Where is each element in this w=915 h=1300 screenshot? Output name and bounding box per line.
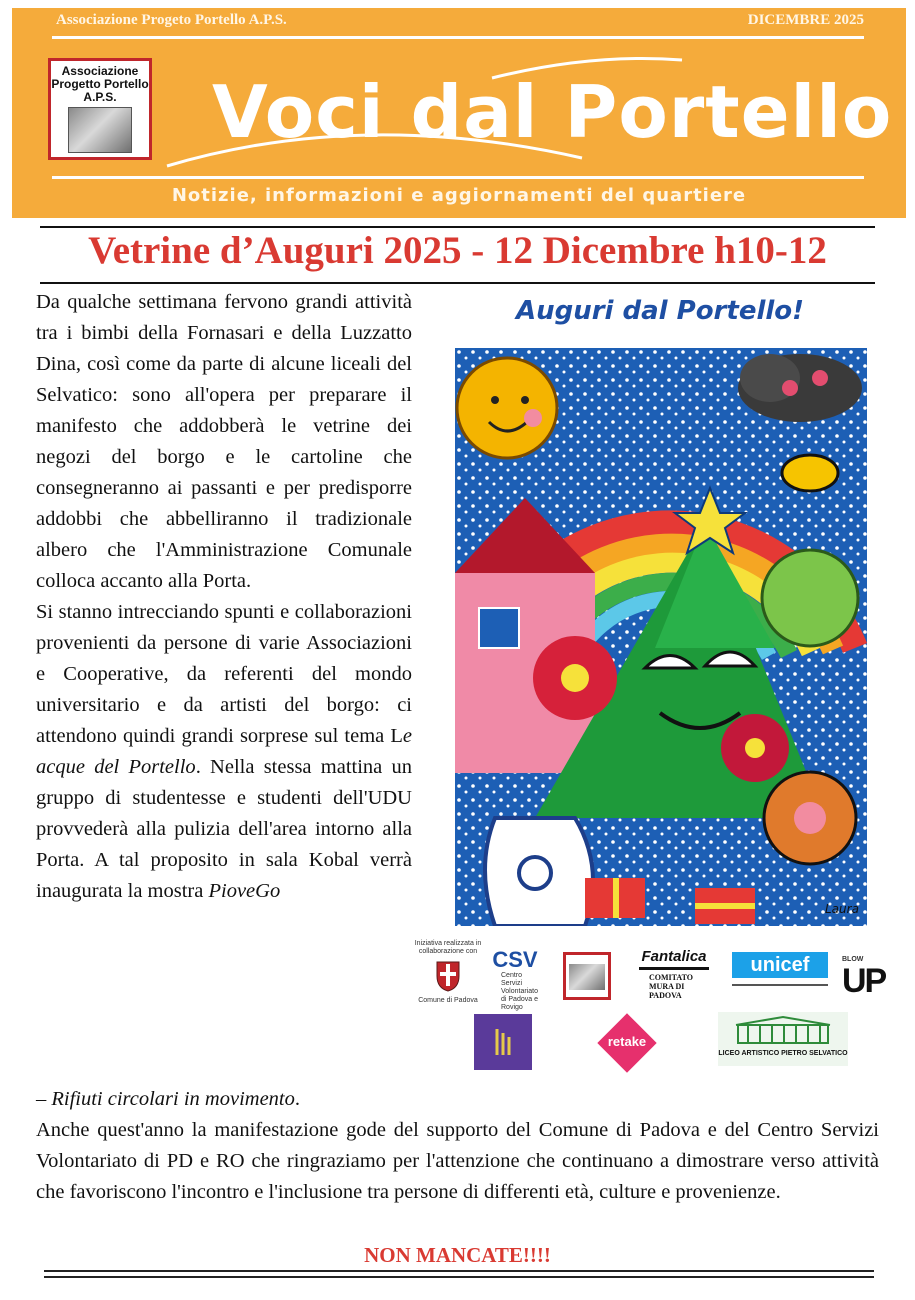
paragraph-2-text-a: Si stanno intrecciando spunti e collaborazioni provenienti da persone di varie Associazioni e Cooperative, da referenti del mondo universitario e da artisti del borgo: ci attendono quindi grandi sorprese sul tema L <box>36 601 412 747</box>
comune-name: Comune di Padova <box>418 997 478 1004</box>
unicef-logo <box>732 952 828 978</box>
header-rule-bottom <box>52 176 864 179</box>
exhibition-title: PioveGo <box>208 880 281 902</box>
christmas-artwork-image <box>455 348 867 926</box>
exhibition-subtitle-line <box>36 1084 300 1115</box>
association-name: Associazione Progeto Portello A.P.S. <box>56 12 287 28</box>
logo-text: Associazione Progetto Portello A.P.S. <box>51 64 149 104</box>
footer-rule-bottom <box>44 1276 874 1278</box>
unicef-subtext <box>732 984 828 1002</box>
closing-call: NON MANCATE!!!! <box>364 1243 551 1267</box>
fantalica-comitato-logos <box>635 948 713 1014</box>
artwork-title: Auguri dal Portello! <box>515 296 804 326</box>
unicef-name: unicef <box>750 954 810 976</box>
purple-association-logo <box>474 1014 532 1070</box>
footer-rule-top <box>44 1270 874 1272</box>
issue-date: DICEMBRE 2025 <box>747 12 864 28</box>
paragraph-3: Anche quest'anno la manifestazione gode del supporto del Comune di Padova e del Centro Servizi Volontariato di PD e RO che ringraziamo per l'attenzione che continuano a dimostrare verso attività che favoriscono l'incontro e l'inclusione tra persone di differenti età, culture e provenienze. <box>36 1119 879 1203</box>
theme-title: e acque del Portello <box>36 725 412 778</box>
exhibition-subtitle-end: . <box>294 1088 300 1110</box>
newsletter-subtitle: Notizie, informazioni e aggiornamenti del quartiere <box>171 185 747 206</box>
paragraph-1: Da qualche settimana fervono grandi attività tra i bimbi della Fornasari e della Luzzatto Dina, così come da parte di alcune liceali del Selvatico: sono all'opera per preparare il manifesto che addobberà le vetrine dei negozi del borgo e le cartoline che consegneranno ai passanti e per predisporre addobbi che abbelliranno il tradizionale albero che l'Amministrazione Comunale colloca accanto alla Porta. <box>36 291 412 592</box>
association-small-photo <box>569 964 605 990</box>
header-banner <box>12 8 906 218</box>
building-icon <box>728 1015 838 1045</box>
association-small-logo <box>563 952 611 1000</box>
retake-logo <box>600 1016 654 1070</box>
emblem-icon <box>493 1027 513 1057</box>
liceo-name: LICEO ARTISTICO PIETRO SELVATICO <box>718 1050 848 1057</box>
coat-of-arms-icon <box>435 958 461 992</box>
header-rule-top <box>52 36 864 39</box>
fantalica-name: Fantalica <box>641 948 707 965</box>
paragraph-2 <box>36 597 412 907</box>
liceo-selvatico-logo <box>718 1012 848 1066</box>
fantalica-divider <box>639 967 709 970</box>
retake-name: retake <box>607 1034 647 1049</box>
csv-name: CSV <box>492 947 538 972</box>
paragraph-2-text-b: . Nella stessa mattina un gruppo di studentesse e studenti dell'UDU provvederà alla pulizia dell'area intorno alla Porta. A tal proposito in sala Kobal verrà inaugurata la mostra <box>36 756 413 902</box>
exhibition-subtitle: – Rifiuti circolari in movimento <box>36 1088 295 1110</box>
association-logo <box>48 58 152 160</box>
article-headline: Vetrine d’Auguri 2025 - 12 Dicembre h10-12 <box>88 229 827 272</box>
article-body-column <box>36 287 412 907</box>
csv-subtitle: Centro Servizi Volontariato di Padova e Rovigo <box>501 972 538 1011</box>
comune-di-padova-logo <box>412 940 484 1002</box>
csv-logo <box>487 947 543 1011</box>
comune-caption: Iniziativa realizzata in collaborazione con <box>414 940 482 955</box>
headline-rule-bottom <box>40 282 875 284</box>
logo-photo <box>68 107 132 153</box>
newsletter-title: Voci dal Portello <box>212 70 893 154</box>
blowup-name: UP <box>842 962 886 1000</box>
blowup-top: BLOW <box>842 956 864 963</box>
artwork-signature: Laura <box>825 902 859 916</box>
blowup-logo <box>842 956 900 1000</box>
comitato-name: COMITATO MURA DI PADOVA <box>649 973 694 1000</box>
